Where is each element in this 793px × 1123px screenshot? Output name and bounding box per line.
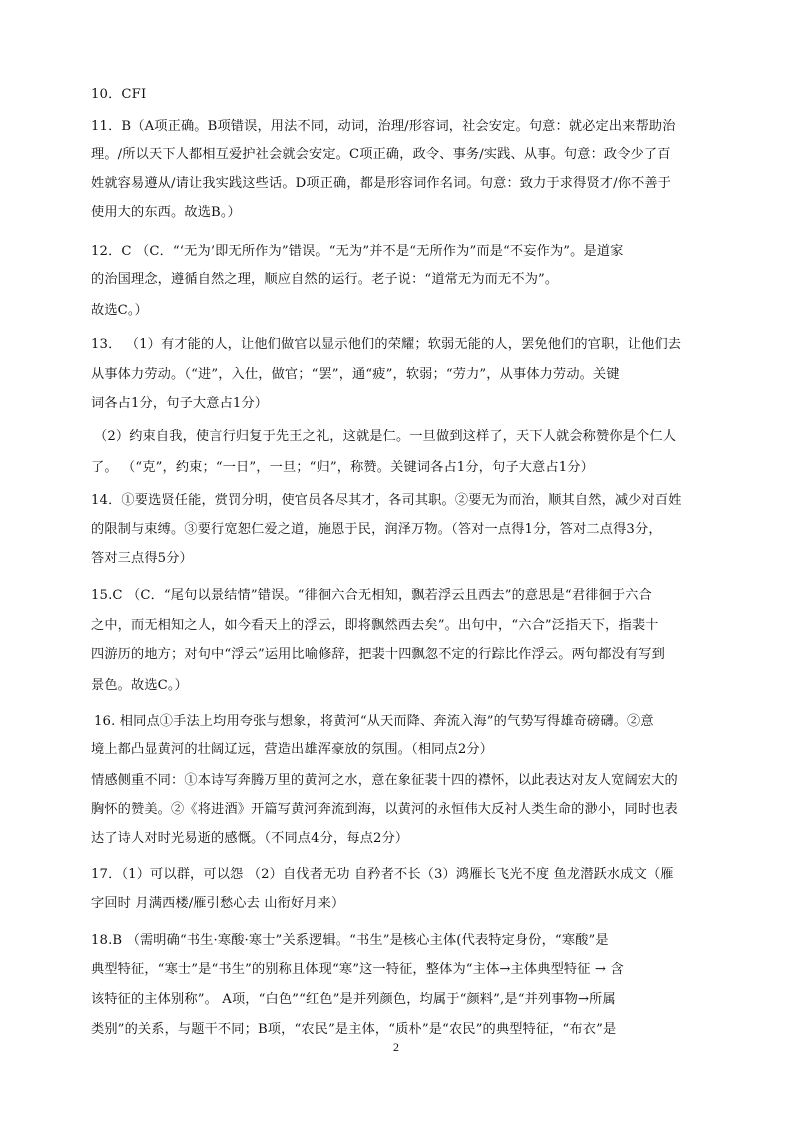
answer-16-line-1: 16. 相同点①手法上均用夸张与想象，将黄河“从天而降、奔流入海”的气势写得雄奇磅礴。②意 xyxy=(94,714,654,729)
answer-18-line-1: 18.B （需明确“书生·寒酸·寒士”关系逻辑。“书生”是核心主体(代表特定身份，“寒酸”是 xyxy=(91,933,609,948)
answer-14-line-2: 的限制与束缚。③要行宽恕仁爱之道，施恩于民，润泽万物。（答对一点得1分，答对二点得3分， xyxy=(91,522,662,537)
answer-10-line-1: 10．CFI xyxy=(91,87,147,102)
answer-17-line-2: 字回时 月满西楼/雁引愁心去 山衔好月来） xyxy=(91,896,345,911)
answer-14-line-3: 答对三点得5分） xyxy=(91,551,193,566)
answer-16-line-5: 达了诗人对时光易逝的感慨。（不同点4分，每点2分） xyxy=(91,831,409,846)
answer-17-line-1: 17．（1）可以群，可以怨 （2）自伐者无功 自矜者不长（3）鸿雁长飞光不度 鱼龙潜跃水成文（雁 xyxy=(91,867,674,882)
answer-18-line-4: 类别”的关系，与题干不同；B项，“农民”是主体，“质朴”是“农民”的典型特征，“布衣”是 xyxy=(91,1022,617,1037)
answer-11-line-1: 11．B（A项正确。B项错误，用法不同，动词，治理/形容词，社会安定。句意：就必定出来帮助治 xyxy=(91,119,676,134)
answer-11-line-4: 使用大的东西。故选B。） xyxy=(91,205,241,220)
answer-13-line-1: 13． （1）有才能的人，让他们做官以显示他们的荣耀；软弱无能的人，罢免他们的官职，让他们去 xyxy=(91,337,682,352)
answer-11-line-2: 理。/所以天下人都相互爱护社会就会安定。C项正确，政令、事务/实践、从事。句意：政令少了百 xyxy=(91,147,671,162)
answer-16-line-3: 情感侧重不同：①本诗写奔腾万里的黄河之水，意在象征裴十四的襟怀，以此表达对友人宽阔宏大的 xyxy=(91,773,678,788)
answer-12-line-3: 故选C。） xyxy=(91,303,148,318)
answer-11-line-3: 姓就容易遵从/请让我实践这些话。D项正确，都是形容词作名词。句意：致力于求得贤才/你不善于 xyxy=(91,176,672,191)
answer-16-line-4: 胸怀的赞美。②《将进酒》开篇写黄河奔流到海，以黄河的永恒伟大反衬人类生命的渺小，同时也表 xyxy=(91,802,678,817)
answer-13-line-2: 从事体力劳动。（“进”，入仕，做官；“罢”，通“疲”，软弱；“劳力”，从事体力劳动。关键 xyxy=(91,367,620,382)
answer-13-line-3: 词各占1分，句子大意占1分） xyxy=(91,396,269,411)
answer-15-line-2: 之中，而无相知之人，如今看天上的浮云，即将飘然西去矣”。出句中，“六合”泛指天下，指裴十 xyxy=(91,618,659,633)
answer-12-line-2: 的治国理念，遵循自然之理，顺应自然的运行。老子说：“道常无为而无不为”。 xyxy=(91,272,559,287)
answer-15-line-1: 15.C （C．“尾句以景结情”错误。“徘徊六合无相知，飘若浮云且西去”的意思是“君徘徊于六合 xyxy=(91,588,652,603)
answer-15-line-3: 四游历的地方；对句中“浮云”运用比喻修辞，把裴十四飘忽不定的行踪比作浮云。两句都没有写到 xyxy=(91,647,665,662)
answer-15-line-4: 景色。故选C。） xyxy=(91,678,189,693)
answer-14-line-1: 14．①要选贤任能，赏罚分明，使官员各尽其才，各司其职。②要无为而治，顺其自然，减少对百姓 xyxy=(91,493,682,508)
page-number: 2 xyxy=(393,1040,399,1054)
answer-16-line-2: 境上都凸显黄河的壮阔辽远，营造出雄浑豪放的氛围。（相同点2分） xyxy=(91,742,494,757)
answer-13-line-4: （2）约束自我，使言行归复于先王之礼，这就是仁。一旦做到这样了，天下人就会称赞你是个仁人 xyxy=(94,429,677,444)
answer-12-line-1: 12．C （C．“‘无为’即无所作为”错误。“无为”并不是“无所作为”而是“不妄作为”。是道家 xyxy=(91,244,624,259)
answer-18-line-2: 典型特征，“寒士”是“书生”的别称且体现“寒”这一特征，整体为“主体→主体典型特征 → 含 xyxy=(91,962,624,977)
answer-18-line-3: 该特征的主体别称”。 A项，“白色”“红色”是并列颜色，均属于“颜料”,是“并列事物→所属 xyxy=(91,992,616,1007)
answer-13-line-5: 了。 （“克”，约束；“一日”，一旦；“归”，称赞。关键词各占1分，句子大意占1分） xyxy=(91,460,594,475)
